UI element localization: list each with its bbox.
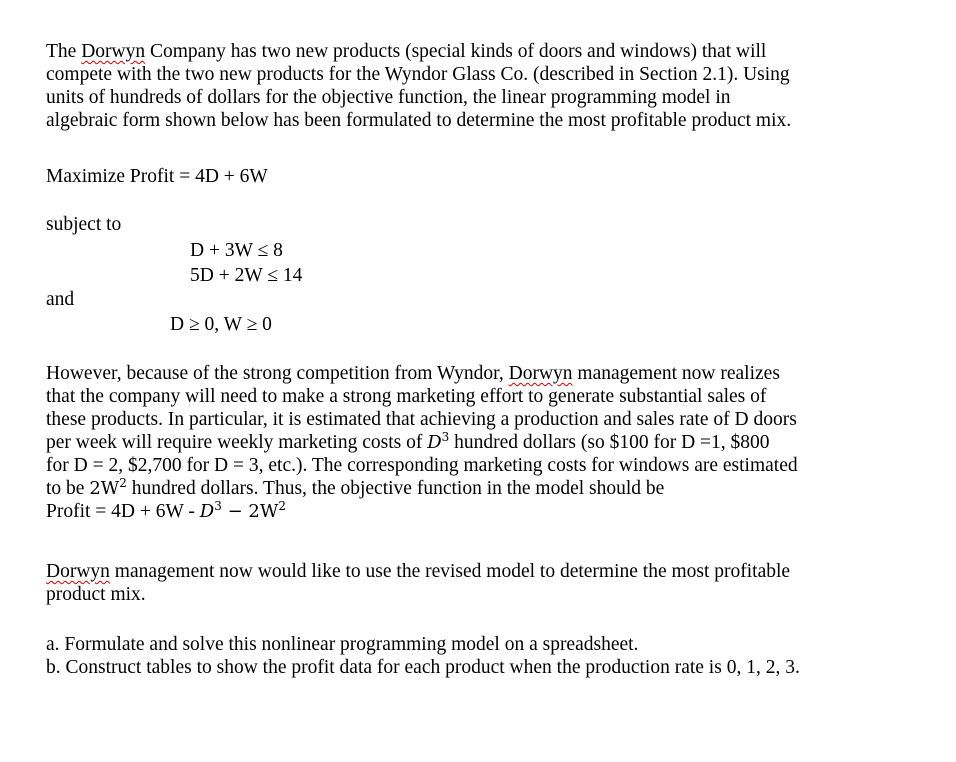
comp-line-4-end: hundred dollars (so $100 for D =1, $800 (449, 432, 770, 453)
nonnegativity-constraint (170, 313, 956, 336)
mgmt-line-1-end: management now would like to use the revised model to determine the most profitable (109, 561, 791, 582)
comp-line-4-start: per week will require weekly marketing costs of (46, 432, 428, 453)
comp-line-5: for D = 2, $2,700 for D = 3, etc.). The corresponding marketing costs for windows are estimated (46, 455, 798, 476)
constraint-2: 5D + 2W ≤ 14 (190, 265, 303, 286)
competition-paragraph (46, 362, 926, 523)
math-2w-squared (248, 501, 286, 522)
comp-line-3: these products. In particular, it is estimated that achieving a production and sales rate of D doors (46, 409, 797, 430)
intro-line-1 (46, 40, 926, 63)
company-name-misspelled[interactable]: Dorwyn (508, 363, 573, 384)
math-d-cubed (200, 501, 222, 522)
math-minus: − (221, 501, 249, 522)
and-text: and (46, 289, 75, 310)
math-base: 2W (248, 501, 279, 522)
constraints-list (190, 239, 956, 287)
company-name-misspelled[interactable]: Dorwyn (81, 41, 146, 62)
company-name-misspelled[interactable]: Dorwyn (46, 561, 110, 582)
comp-line-4 (46, 431, 926, 454)
questions-list (46, 633, 926, 679)
comp-line-2: that the company will need to make a strong marketing effort to generate substantial sales of (46, 386, 767, 407)
math-exponent: 2 (278, 499, 286, 513)
math-exponent: 3 (214, 499, 222, 513)
comp-line-6-end: hundred dollars. Thus, the objective function in the model should be (126, 478, 665, 499)
math-exponent: 3 (441, 430, 450, 444)
constraint-1: D + 3W ≤ 8 (190, 240, 283, 261)
intro-paragraph (46, 40, 926, 132)
question-a: a. Formulate and solve this nonlinear programming model on a spreadsheet. (46, 634, 639, 655)
math-base: 2W (89, 478, 120, 499)
intro-line-1-end: Company has two new products (special kinds of doors and windows) that will (145, 41, 767, 62)
intro-line-4: algebraic form shown below has been formulated to determine the most profitable product mix. (46, 110, 792, 131)
profit-formula-start: Profit = 4D + 6W - (46, 501, 200, 522)
subject-to-label (46, 213, 926, 236)
and-label (46, 288, 926, 311)
mgmt-line-2: product mix. (46, 584, 146, 605)
comp-line-1-end: management now realizes (572, 363, 780, 384)
intro-line-1-start: The (46, 41, 82, 62)
math-d-cubed (427, 432, 449, 453)
intro-line-3: units of hundreds of dollars for the objective function, the linear programming model in (46, 87, 731, 108)
comp-line-1-start: However, because of the strong competition from Wyndor, (46, 363, 509, 384)
math-2w-squared (89, 478, 127, 499)
intro-line-2: compete with the two new products for the Wyndor Glass Co. (described in Section 2.1). Using (46, 64, 790, 85)
question-b: b. Construct tables to show the profit data for each product when the production rate is 0, 1, 2, 3. (46, 657, 800, 678)
math-exponent: 2 (119, 476, 127, 490)
objective-text: Maximize Profit = 4D + 6W (46, 166, 268, 187)
mgmt-line-1 (46, 560, 926, 583)
comp-line-6 (46, 477, 926, 500)
math-base: D (199, 501, 215, 522)
management-paragraph (46, 560, 926, 606)
math-base: D (427, 432, 442, 453)
subject-to-text: subject to (46, 214, 122, 235)
comp-line-1 (46, 362, 926, 385)
comp-line-7 (46, 500, 926, 523)
objective-function (46, 165, 926, 188)
nonneg-text: D ≥ 0, W ≥ 0 (170, 314, 272, 335)
comp-line-6-start: to be (46, 478, 90, 499)
